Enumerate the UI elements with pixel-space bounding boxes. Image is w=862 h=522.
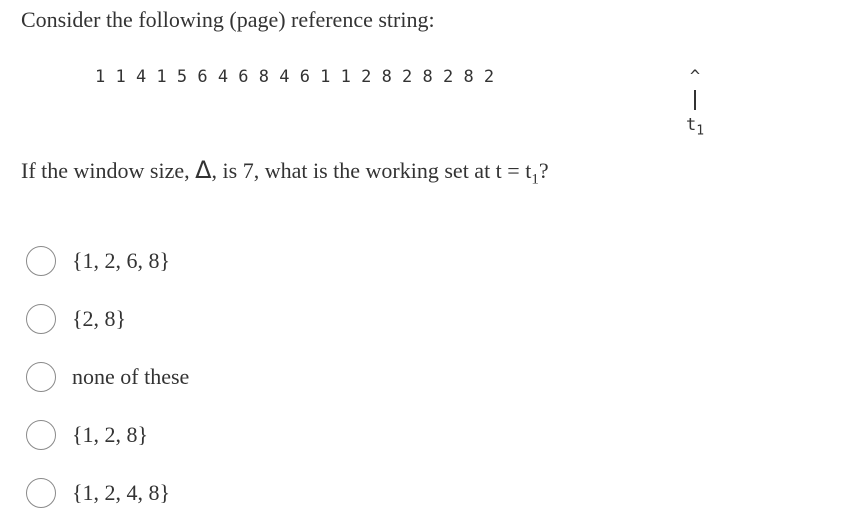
option-label: none of these bbox=[72, 364, 190, 389]
marker-line bbox=[694, 90, 696, 110]
answer-option-1[interactable] bbox=[26, 232, 189, 290]
marker-label bbox=[680, 114, 710, 142]
question-prompt bbox=[21, 156, 549, 193]
option-label: {2, 8} bbox=[72, 306, 127, 331]
radio-button[interactable] bbox=[26, 246, 56, 276]
question-intro: Consider the following (page) reference string: bbox=[21, 7, 435, 32]
delta-symbol: Δ bbox=[195, 156, 212, 184]
prompt-part2: , is 7, what is the working set at t = t bbox=[211, 158, 532, 183]
answer-option-5[interactable] bbox=[26, 464, 189, 522]
option-label: {1, 2, 6, 8} bbox=[72, 248, 171, 273]
prompt-part1: If the window size, bbox=[21, 158, 190, 183]
radio-button[interactable] bbox=[26, 304, 56, 334]
reference-string: 1 1 4 1 5 6 4 6 8 4 6 1 1 2 8 2 8 2 8 2 bbox=[95, 67, 495, 87]
radio-button[interactable] bbox=[26, 362, 56, 392]
answer-option-4[interactable] bbox=[26, 406, 189, 464]
answer-options bbox=[26, 232, 189, 522]
answer-option-2[interactable] bbox=[26, 290, 189, 348]
prompt-sub: 1 bbox=[531, 171, 539, 188]
marker-label-base: t bbox=[685, 115, 697, 135]
marker-label-sub: 1 bbox=[696, 123, 705, 139]
option-label: {1, 2, 4, 8} bbox=[72, 480, 171, 505]
radio-button[interactable] bbox=[26, 420, 56, 450]
caret-symbol: ^ bbox=[689, 67, 701, 87]
radio-button[interactable] bbox=[26, 478, 56, 508]
prompt-end: ? bbox=[538, 158, 549, 183]
time-marker bbox=[680, 66, 710, 142]
option-label: {1, 2, 8} bbox=[72, 422, 149, 447]
answer-option-3[interactable] bbox=[26, 348, 189, 406]
